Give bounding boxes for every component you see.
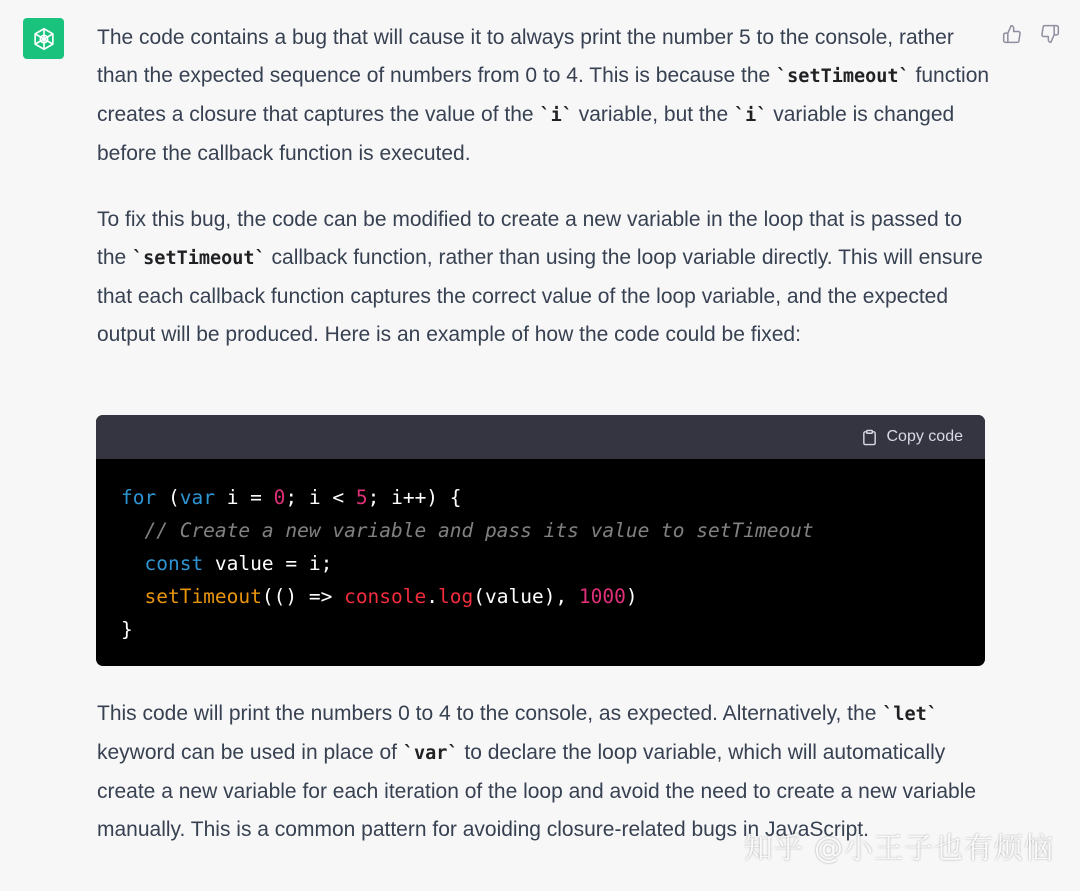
code-line — [121, 613, 985, 646]
code-token — [121, 585, 144, 608]
code-token: ; i++) { — [367, 486, 462, 509]
thumbs-up-icon — [1002, 24, 1022, 44]
code-token: log — [438, 585, 474, 608]
assistant-avatar — [23, 18, 64, 59]
code-line — [121, 514, 985, 547]
assistant-message-top — [97, 19, 997, 354]
code-token: 1000 — [578, 585, 626, 608]
watermark: 知乎 @小王子也有烦恼 — [743, 831, 1054, 865]
text-span: This code will print the numbers 0 to 4 to the console, as expected. Alternatively, the — [97, 702, 883, 725]
paragraph-bug-explanation — [97, 19, 997, 173]
code-token: 5 — [355, 486, 368, 509]
code-token: for — [121, 486, 157, 509]
code-line — [121, 547, 985, 580]
paragraph-fix-explanation — [97, 201, 997, 354]
code-token: i = — [214, 486, 274, 509]
code-token: ; i < — [285, 486, 356, 509]
text-span: To fix this bug, the code can be modified to create a new variable in the loop that is passed to the — [97, 208, 963, 269]
inline-code: `i` — [539, 105, 573, 126]
code-token: 0 — [273, 486, 286, 509]
code-token: console — [344, 585, 427, 608]
text-span: keyword can be used in place of — [97, 741, 403, 764]
code-token: ) — [625, 585, 638, 608]
text-span: variable, but the — [572, 103, 734, 126]
code-token: value = i; — [203, 552, 333, 575]
inline-code: `i` — [733, 105, 768, 126]
inline-code: `setTimeout` — [132, 248, 266, 269]
code-token — [121, 519, 144, 542]
code-token: const — [144, 552, 204, 575]
text-span: to declare the loop variable, which will automatically create a new variable for each iteration of the loop and avoid the need to create a new variable manually. This is a common pattern for avoiding closure-related bugs in JavaScript. — [97, 741, 977, 841]
code-block-header — [96, 415, 985, 459]
code-token: setTimeout — [144, 585, 262, 608]
thumbs-down-icon — [1040, 24, 1060, 44]
thumbs-up-button[interactable] — [1000, 22, 1024, 46]
copy-code-button[interactable] — [861, 428, 964, 447]
openai-logo-icon — [30, 25, 58, 53]
feedback-controls — [1000, 22, 1062, 46]
code-line — [121, 481, 985, 514]
text-span: function creates a closure that captures the value of the — [97, 64, 990, 126]
inline-code: `let` — [882, 704, 938, 725]
code-token: . — [426, 585, 439, 608]
code-token: } — [121, 618, 133, 641]
inline-code: `setTimeout` — [776, 66, 910, 87]
copy-code-label: Copy code — [886, 428, 963, 445]
text-span: variable is changed before the callback function is executed. — [97, 103, 955, 165]
text-span: The code contains a bug that will cause it to always print the number 5 to the console, rather than the expected sequence of numbers from 0 to 4. This is because the — [97, 26, 954, 87]
code-token: (() => — [261, 585, 345, 608]
text-span: callback function, rather than using the loop variable directly. This will ensure that each callback function captures the correct value of the loop variable, and the expected output will be produced. Here is an example of how the code could be fixed: — [97, 246, 983, 346]
code-token: var — [179, 486, 215, 509]
clipboard-icon — [861, 428, 878, 447]
code-body — [96, 459, 985, 646]
thumbs-down-button[interactable] — [1038, 22, 1062, 46]
code-token: ( — [156, 486, 180, 509]
code-line — [121, 580, 985, 613]
inline-code: `var` — [402, 743, 459, 764]
code-token: (value), — [473, 585, 579, 608]
code-comment: // Create a new variable and pass its value to setTimeout — [144, 519, 814, 542]
code-block — [96, 415, 985, 666]
code-token — [121, 552, 144, 575]
